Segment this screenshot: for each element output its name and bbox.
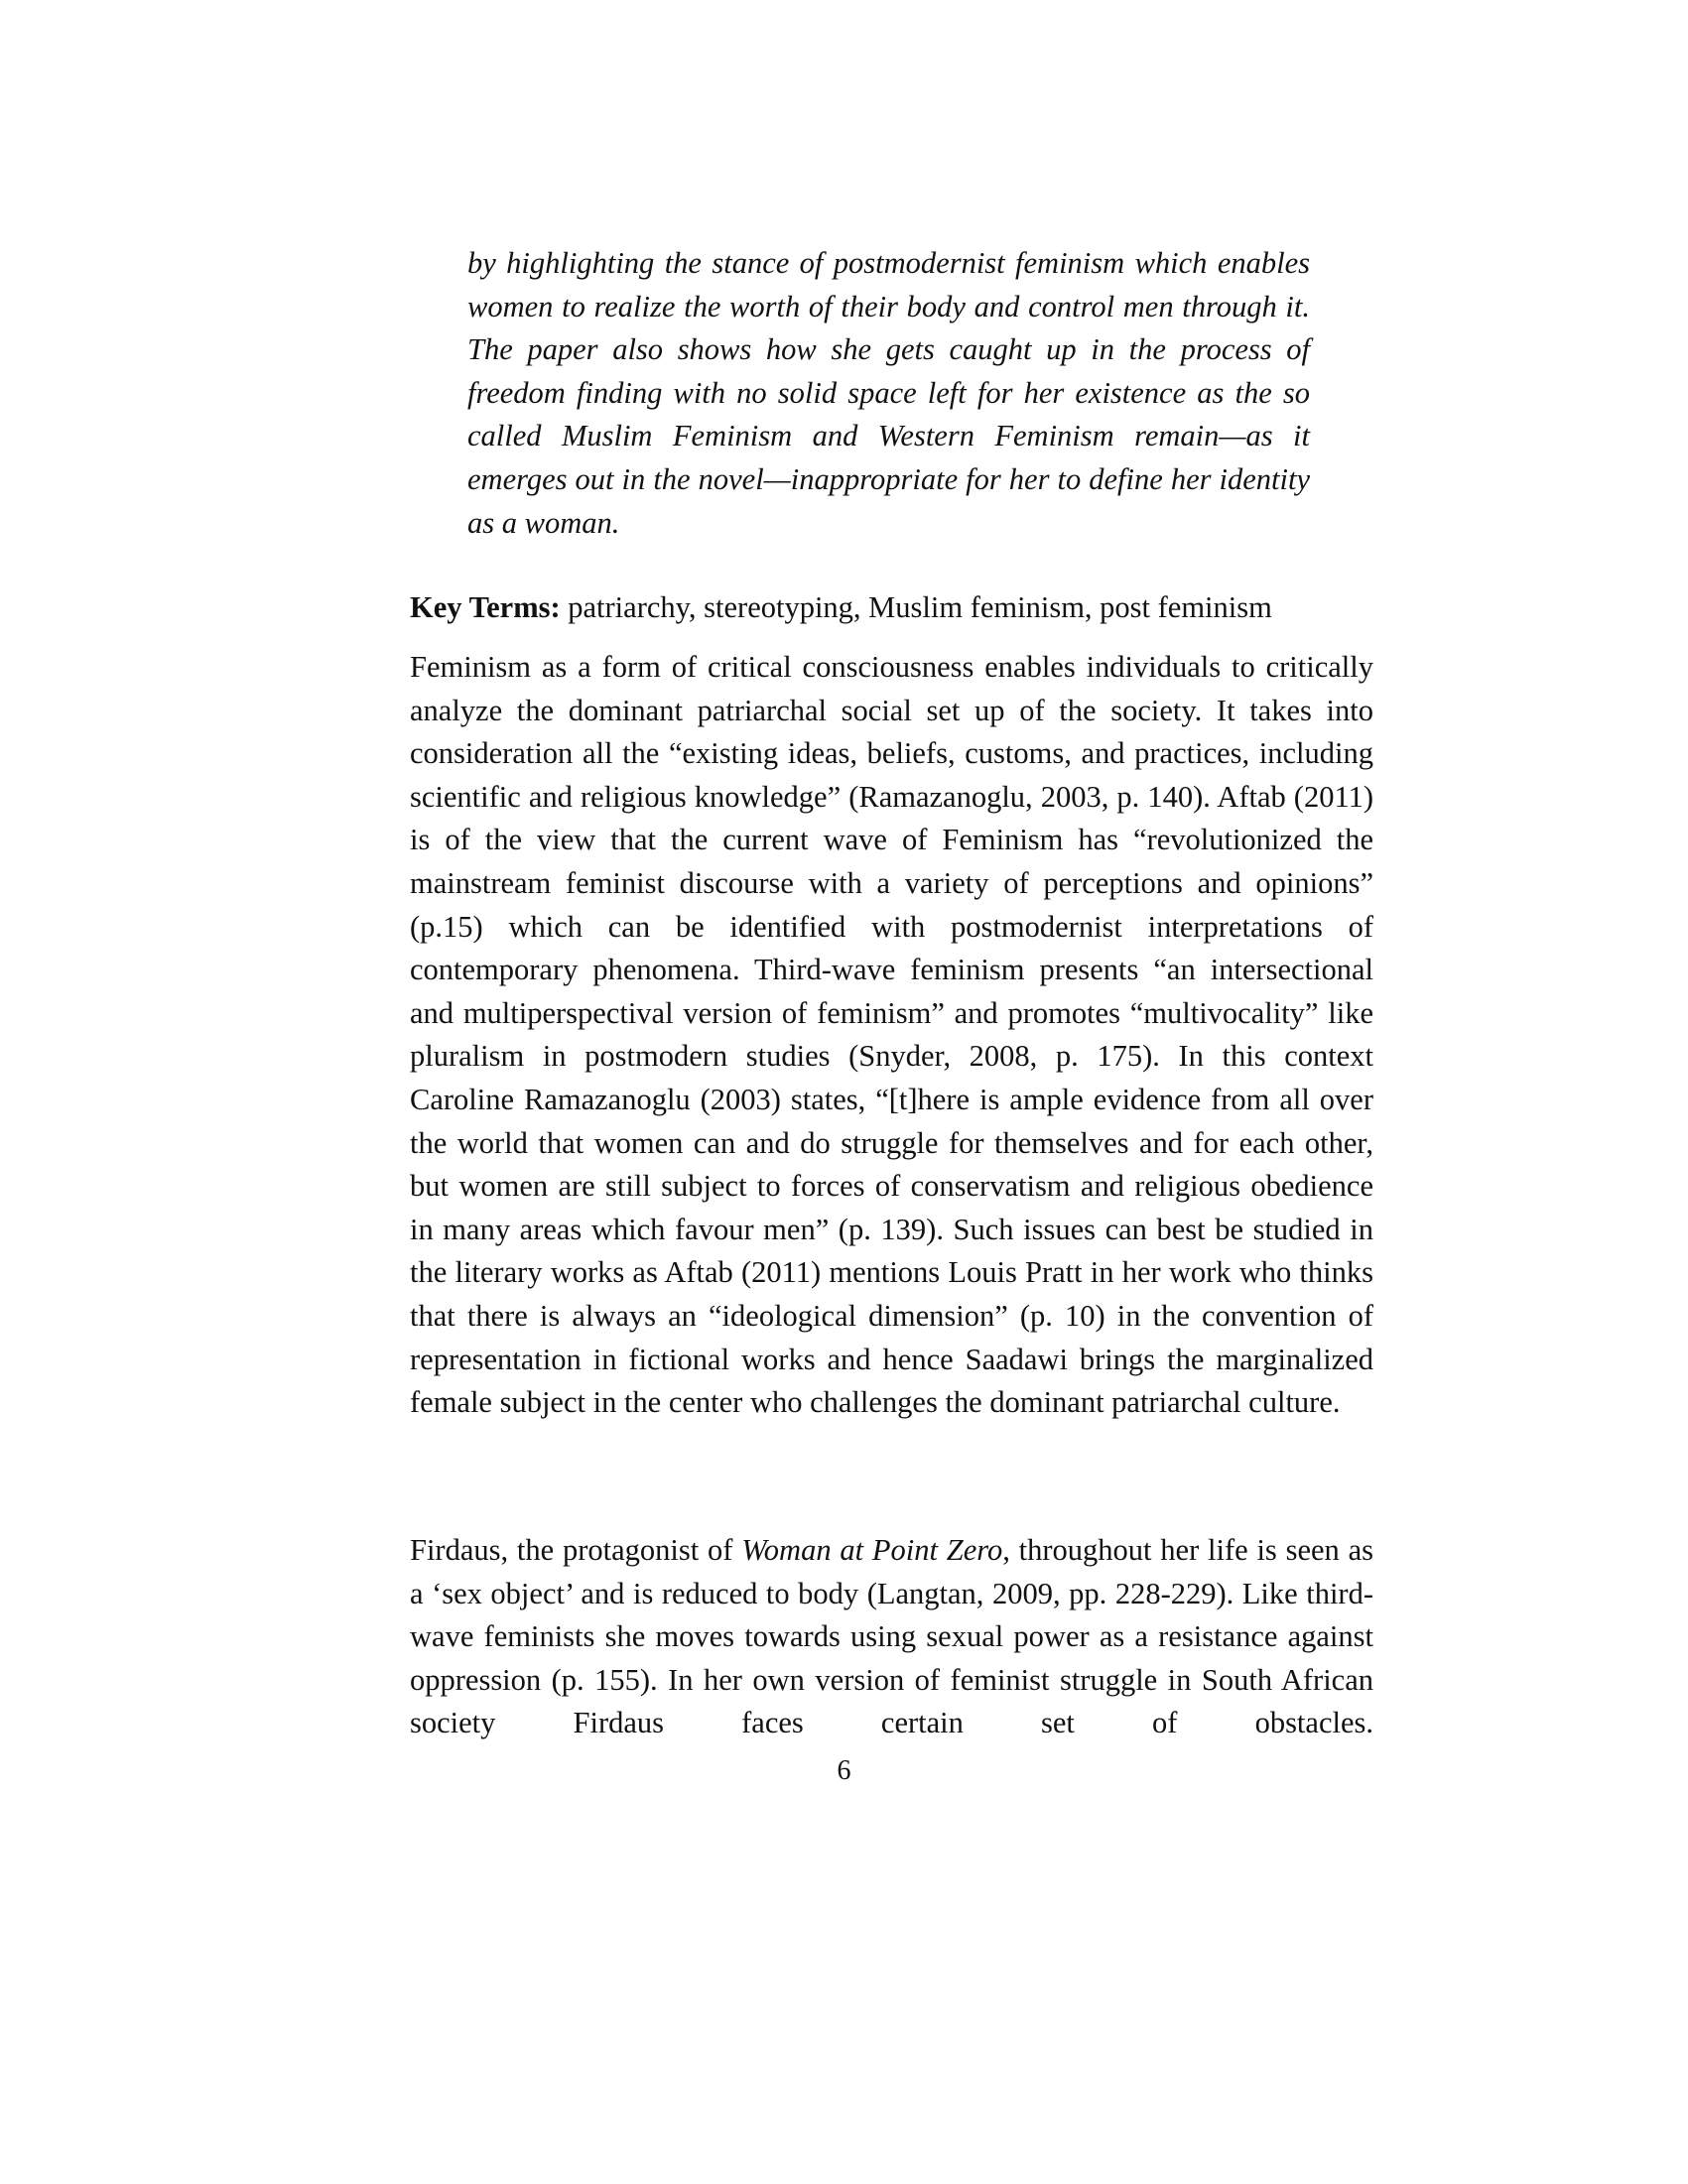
paragraph-text: , throughout her life is seen as a ‘sex object’ and is reduced to body (Langtan, 2009, pp. 228-229). Like third-wave feminists she moves towards using sexual power as a resistance against oppression (p. 155). In her own version of feminist struggle in South African society Firdaus faces certain set of obstacles. (410, 1533, 1373, 1740)
page-number: 6 (837, 1755, 851, 1786)
abstract-text: by highlighting the stance of postmodernist feminism which enables women to realize the worth of their body and control men through it. The paper also shows how she gets caught up in the process of freedom finding with no solid space left for her existence as the so called Muslim Feminism and Western Feminism remain—as it emerges out in the novel—inappropriate for her to define her identity as a woman. (467, 246, 1310, 540)
paragraph-text: Firdaus, the protagonist of (410, 1533, 742, 1567)
book-title: Woman at Point Zero (741, 1533, 1003, 1567)
key-terms (410, 586, 1382, 630)
key-terms-list: patriarchy, stereotyping, Muslim feminism, post feminism (560, 590, 1272, 624)
body-paragraph: Feminism as a form of critical consciousness enables individuals to critically analyze the dominant patriarchal social set up of the society. It takes into consideration all the “existing ideas, beliefs, customs, and practices, including scientific and religious knowledge” (Ramazanoglu, 2003, p. 140). Aftab (2011) is of the view that the current wave of Feminism has “revolutionized the mainstream feminist discourse with a variety of perceptions and opinions” (p.15) which can be identified with postmodernist interpretations of contemporary phenomena. Third-wave feminism presents “an intersectional and multiperspectival version of feminism” and promotes “multivocality” like pluralism in postmodern studies (Snyder, 2008, p. 175). In this context Caroline Ramazanoglu (2003) states, “[t]here is ample evidence from all over the world that women can and do struggle for themselves and for each other, but women are still subject to forces of conservatism and religious obedience in many areas which favour men” (p. 139). Such issues can best be studied in the literary works as Aftab (2011) mentions Louis Pratt in her work who thinks that there is always an “ideological dimension” (p. 10) in the convention of representation in fictional works and hence Saadawi brings the marginalized female subject in the center who challenges the dominant patriarchal culture. (410, 650, 1373, 1420)
key-terms-label: Key Terms: (410, 590, 561, 624)
body-paragraph (410, 1529, 1373, 1745)
